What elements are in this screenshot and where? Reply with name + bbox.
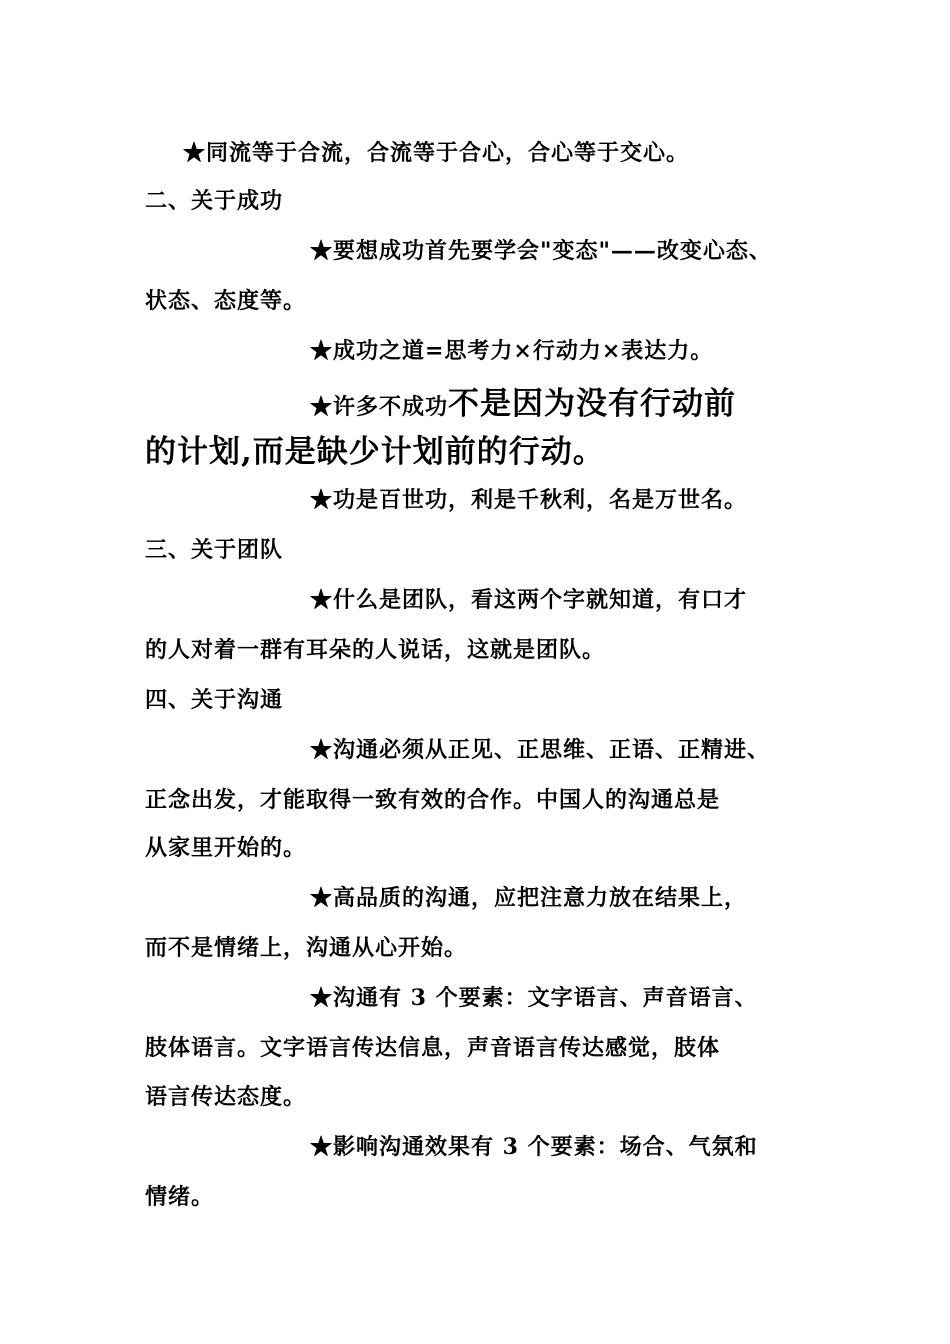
paragraph-line: ★影响沟通效果有 3 个要素：场合、气氛和 [310,1134,758,1160]
paragraph-line-large: 的计划,而是缺少计划前的行动。 [145,434,605,470]
paragraph-line-part-large: 不是因为没有行动前 [448,386,737,422]
paragraph-line: ★功是百世功，利是千秋利，名是万世名。 [310,487,748,513]
paragraph-line-mixed [310,384,736,424]
paragraph-line: 语言传达态度。 [145,1084,307,1110]
paragraph-line: ★同流等于合流，合流等于合心，合心等于交心。 [183,140,690,166]
section-heading-success: 二、关于成功 [145,188,284,214]
paragraph-line: 情绪。 [145,1184,215,1210]
section-heading-team: 三、关于团队 [145,537,284,563]
paragraph-line: 正念出发，才能取得一致有效的合作。中国人的沟通总是 [145,787,721,813]
paragraph-line: ★要想成功首先要学会"变态"——改变心态、 [310,238,772,264]
paragraph-line: 肢体语言。文字语言传达信息，声音语言传达感觉，肢体 [145,1035,721,1061]
paragraph-line: 而不是情绪上，沟通从心开始。 [145,935,468,961]
paragraph-line: 状态、态度等。 [145,288,307,314]
paragraph-line: 的人对着一群有耳朵的人说话，这就是团队。 [145,637,606,663]
paragraph-line: ★沟通有 3 个要素：文字语言、声音语言、 [310,985,758,1011]
paragraph-line: ★什么是团队，看这两个字就知道，有口才 [310,587,748,613]
paragraph-line: ★高品质的沟通，应把注意力放在结果上， [310,885,748,911]
paragraph-line-part: ★许多不成功 [310,394,449,420]
paragraph-line: ★成功之道=思考力×行动力×表达力。 [310,338,714,364]
section-heading-communication: 四、关于沟通 [145,687,284,713]
paragraph-line: ★沟通必须从正见、正思维、正语、正精进、 [310,737,771,763]
paragraph-line: 从家里开始的。 [145,835,307,861]
